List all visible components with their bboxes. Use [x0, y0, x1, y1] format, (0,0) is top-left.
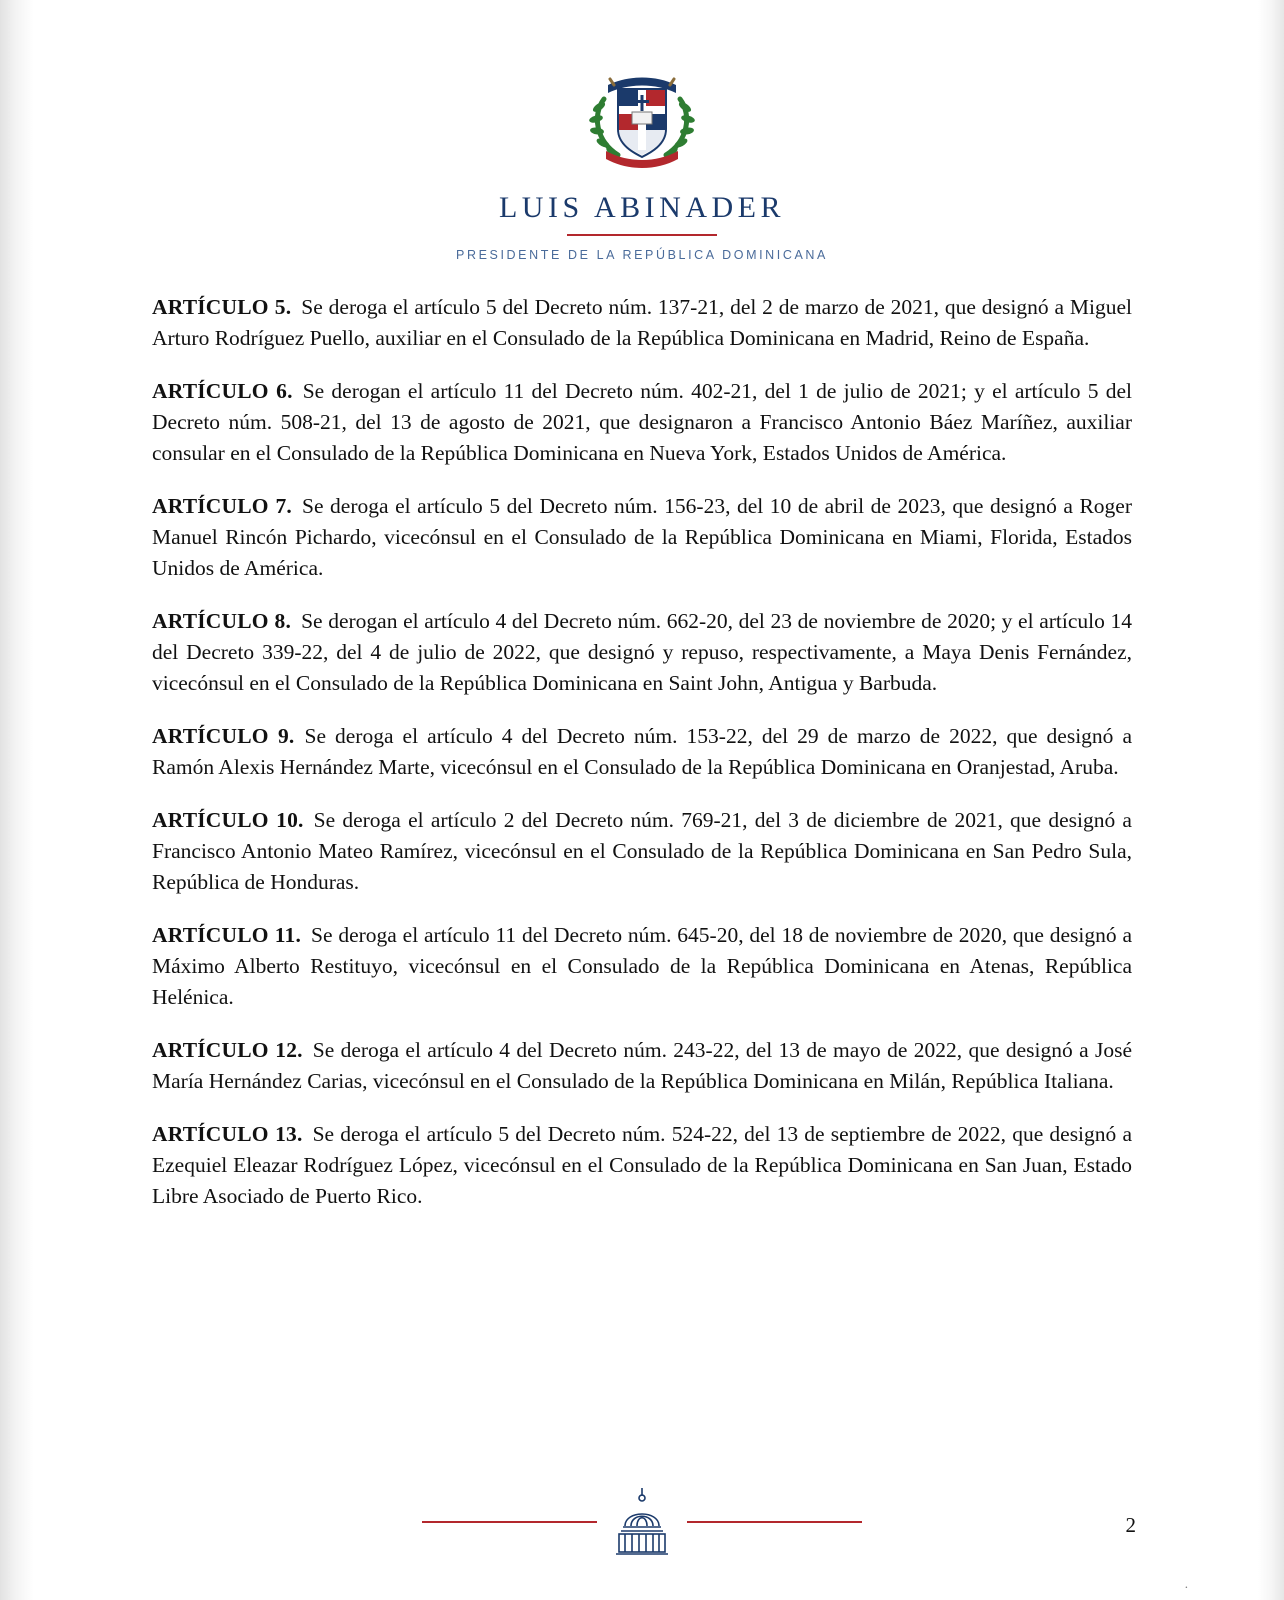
- article-number: ARTÍCULO 9.: [152, 723, 295, 748]
- article-paragraph: [152, 1119, 1132, 1213]
- article-number: ARTÍCULO 13.: [152, 1121, 303, 1146]
- page-number: 2: [1125, 1513, 1136, 1537]
- article-text: Se deroga el artículo 2 del Decreto núm. 769-21, del 3 de diciembre de 2021, que designó a Francisco Antonio Mateo Ramírez, vicecónsul en el Consulado de la República Dominicana en San Pedro Sula, República de Honduras.: [152, 807, 1132, 895]
- president-title: PRESIDENTE DE LA REPÚBLICA DOMINICANA: [456, 248, 828, 262]
- article-text: Se deroga el artículo 4 del Decreto núm. 243-22, del 13 de mayo de 2022, que designó a José María Hernández Carias, vicecónsul en el Consulado de la República Dominicana en Milán, República Italiana.: [152, 1037, 1132, 1093]
- article-paragraph: [152, 920, 1132, 1014]
- article-paragraph: [152, 376, 1132, 470]
- article-paragraph: [152, 721, 1132, 783]
- header-divider-rule: [567, 234, 717, 236]
- article-text: Se deroga el artículo 11 del Decreto núm. 645-20, del 18 de noviembre de 2020, que designó a Máximo Alberto Restituyo, vicecónsul en el Consulado de la República Dominicana en Atenas, República Helénica.: [152, 922, 1133, 1010]
- article-text: Se derogan el artículo 11 del Decreto núm. 402-21, del 1 de julio de 2021; y el artículo 5 del Decreto núm. 508-21, del 13 de agosto de 2021, que designaron a Francisco Antonio Báez Maríñez, auxiliar consular en el Consulado de la República Dominicana en Nueva York, Estados Unidos de América.: [152, 378, 1132, 466]
- document-header: [40, 0, 1244, 262]
- article-paragraph: [152, 606, 1132, 700]
- article-number: ARTÍCULO 6.: [152, 378, 293, 403]
- document-body: [152, 292, 1132, 1212]
- footer-rule-left: [422, 1521, 597, 1523]
- article-text: Se deroga el artículo 4 del Decreto núm. 153-22, del 29 de marzo de 2022, que designó a Ramón Alexis Hernández Marte, vicecónsul en el Consulado de la República Dominicana en Oranjestad, Aruba.: [152, 723, 1132, 780]
- article-text: Se deroga el artículo 5 del Decreto núm. 137-21, del 2 de marzo de 2021, que designó a Miguel Arturo Rodríguez Puello, auxiliar en el Consulado de la República Dominicana en Madrid, Reino de España.: [152, 295, 1132, 351]
- article-number: ARTÍCULO 8.: [152, 608, 292, 633]
- article-text: Se deroga el artículo 5 del Decreto núm. 524-22, del 13 de septiembre de 2022, que designó a Ezequiel Eleazar Rodríguez López, vicecónsul en el Consulado de la República Dominicana en San Juan, Estado Libre Asociado de Puerto Rico.: [152, 1121, 1132, 1208]
- dominican-republic-coat-of-arms-icon: [584, 55, 700, 173]
- article-text: Se derogan el artículo 4 del Decreto núm. 662-20, del 23 de noviembre de 2020; y el artículo 14 del Decreto 339-22, del 4 de julio de 2022, que designó y repuso, respectivamente, a Maya Denis Fernández, vicecónsul en el Consulado de la República Dominicana en Saint John, Antigua y Barbuda.: [152, 608, 1132, 696]
- presidential-palace-dome-icon: [611, 1486, 673, 1558]
- article-number: ARTÍCULO 11.: [152, 922, 302, 947]
- corner-mark: .: [1184, 1576, 1188, 1591]
- article-number: ARTÍCULO 7.: [152, 493, 292, 518]
- article-paragraph: [152, 292, 1132, 354]
- article-paragraph: [152, 1035, 1132, 1097]
- article-paragraph: [152, 805, 1132, 899]
- article-number: ARTÍCULO 10.: [152, 807, 304, 832]
- president-name: LUIS ABINADER: [498, 191, 785, 224]
- footer-rule-right: [687, 1521, 862, 1523]
- article-paragraph: [152, 491, 1132, 585]
- document-footer: [0, 1486, 1284, 1558]
- article-number: ARTÍCULO 5.: [152, 295, 292, 319]
- article-text: Se deroga el artículo 5 del Decreto núm. 156-23, del 10 de abril de 2023, que designó a Roger Manuel Rincón Pichardo, vicecónsul en el Consulado de la República Dominicana en Miami, Florida, Estados Unidos de América.: [152, 493, 1132, 581]
- article-number: ARTÍCULO 12.: [152, 1037, 303, 1062]
